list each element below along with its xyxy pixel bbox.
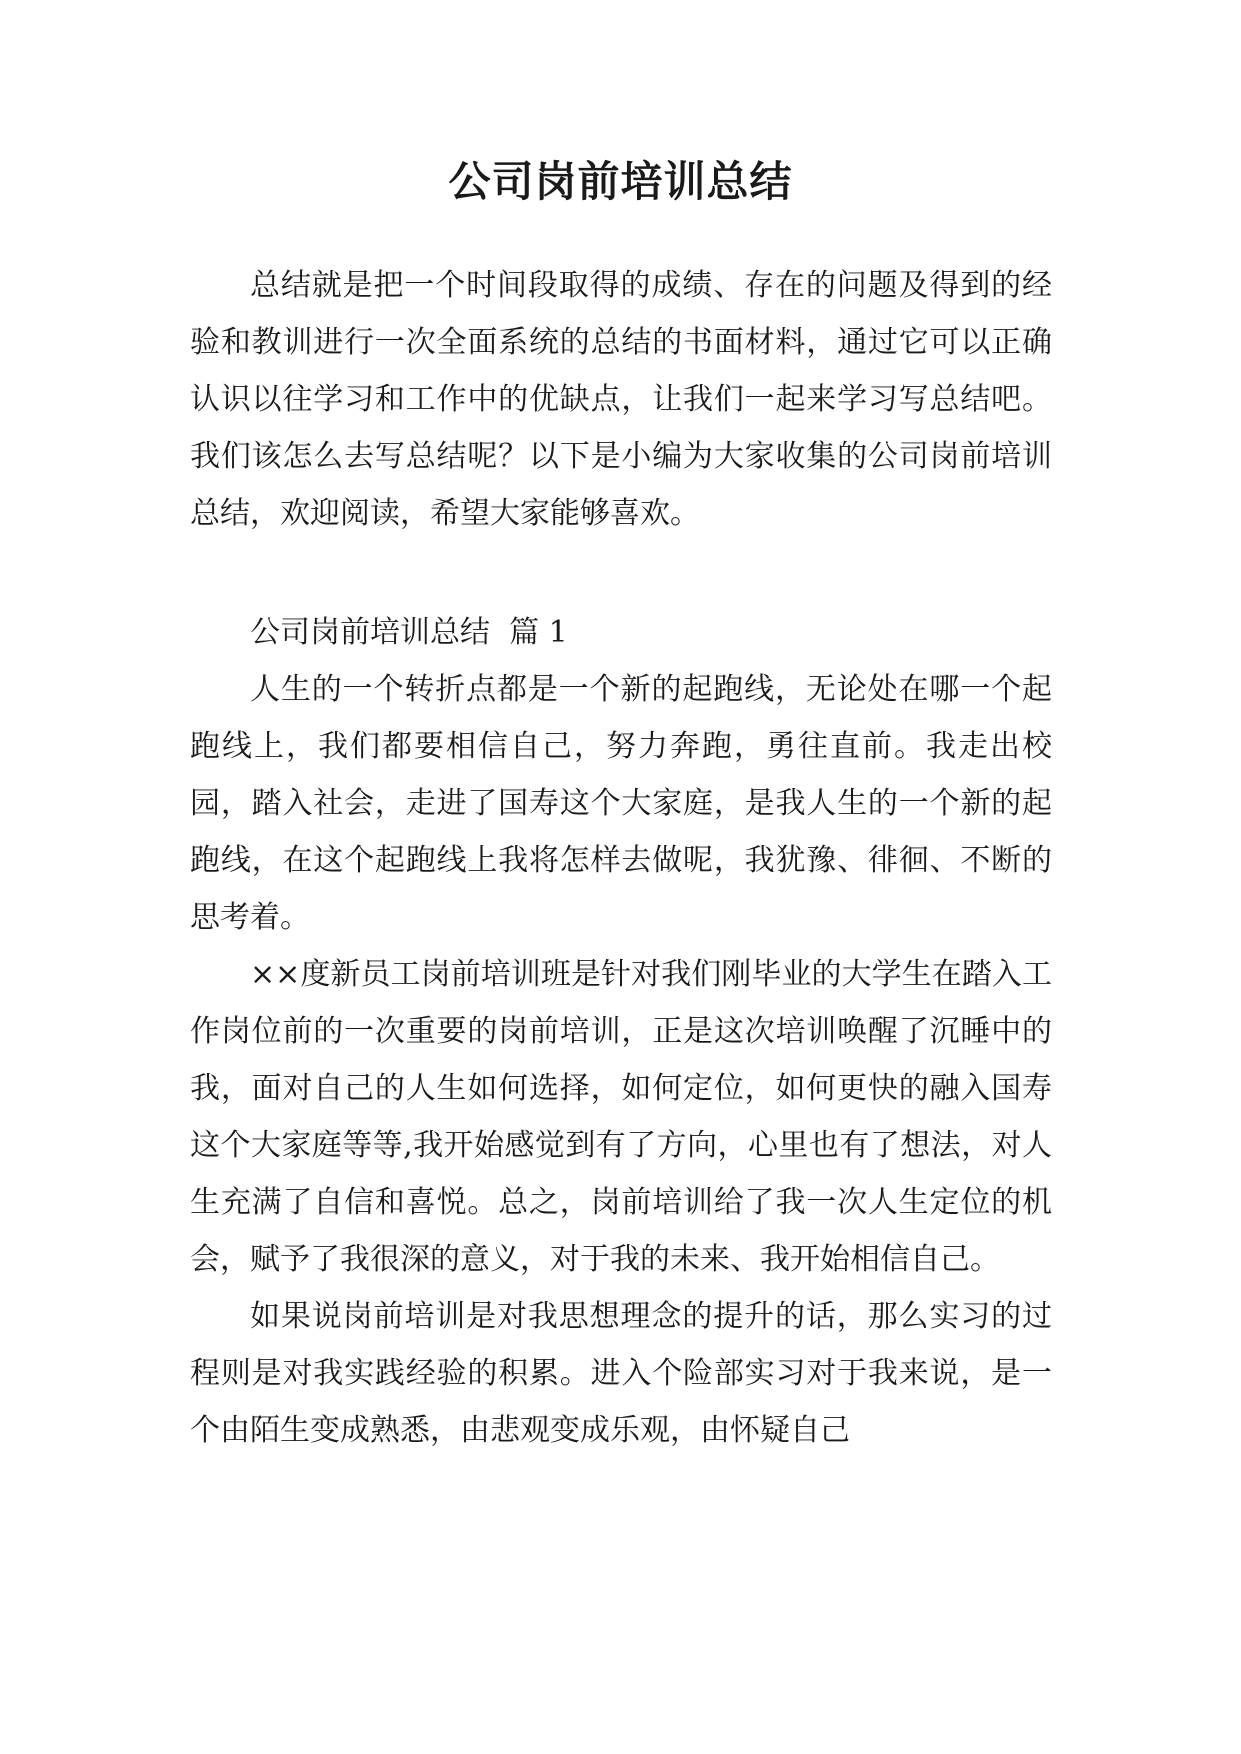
section-heading: 公司岗前培训总结 篇 1 bbox=[250, 615, 568, 650]
intro-paragraph: 总结就是把一个时间段取得的成绩、存在的问题及得到的经验和教训进行一次全面系统的总结的书面材料，通过它可以正确认识以往学习和工作中的优缺点，让我们一起来学习写总结吧。我们该怎么去写总结呢？以下是小编为大家收集的公司岗前培训总结，欢迎阅读，希望大家能够喜欢。 bbox=[190, 268, 1052, 531]
body-paragraph-1: 人生的一个转折点都是一个新的起跑线，无论处在哪一个起跑线上，我们都要相信自己，努力奔跑，勇往直前。我走出校园，踏入社会，走进了国寿这个大家庭，是我人生的一个新的起跑线，在这个起跑线上我将怎样去做呢，我犹豫、徘徊、不断的思考着。 bbox=[190, 672, 1052, 935]
document-body bbox=[190, 257, 1052, 1459]
body-paragraph-3: 如果说岗前培训是对我思想理念的提升的话，那么实习的过程则是对我实践经验的积累。进入个险部实习对于我来说，是一个由陌生变成熟悉，由悲观变成乐观，由怀疑自己 bbox=[190, 1299, 1052, 1448]
document-title: 公司岗前培训总结 bbox=[448, 157, 793, 206]
body-paragraph-2: ××度新员工岗前培训班是针对我们刚毕业的大学生在踏入工作岗位前的一次重要的岗前培训，正是这次培训唤醒了沉睡中的我，面对自己的人生如何选择，如何定位，如何更快的融入国寿这个大家庭等等,我开始感觉到有了方向，心里也有了想法，对人生充满了自信和喜悦。总之，岗前培训给了我一次人生定位的机会，赋予了我很深的意义，对于我的未来、我开始相信自己。 bbox=[190, 957, 1052, 1277]
